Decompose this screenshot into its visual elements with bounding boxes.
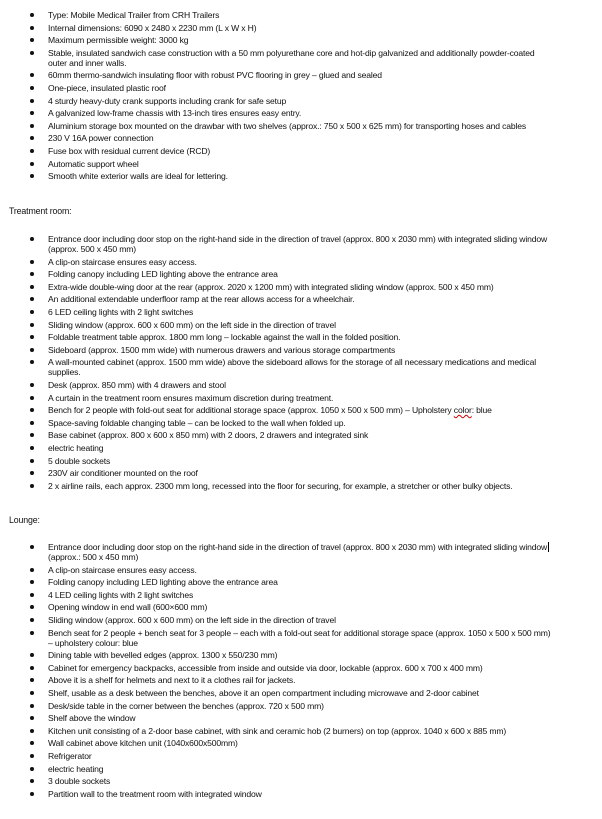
list-item-text: Maximum permissible weight: 3000 kg xyxy=(48,35,189,46)
list-item-text: Folding canopy including LED lighting above the entrance area xyxy=(48,577,278,588)
list-item-text: Internal dimensions: 6090 x 2480 x 2230 mm (L x W x H) xyxy=(48,22,257,33)
list-item-text: An additional extendable underfloor ramp at the rear allows access for a wheelchair. xyxy=(48,294,355,305)
list-item[interactable] xyxy=(0,590,602,600)
list-item-text: Automatic support wheel xyxy=(48,158,139,169)
list-item[interactable] xyxy=(0,357,602,377)
list-item-text: Shelf, usable as a desk between the benches, above it an open compartment including microwave and 2-door cabinet xyxy=(48,687,479,698)
list-item[interactable] xyxy=(0,269,602,279)
list-item-text: 2 x airline rails, each approx. 2300 mm long, recessed into the floor for securing, for example, a stretcher or other bulky objects. xyxy=(48,480,513,491)
bullet-icon xyxy=(30,471,34,475)
list-item[interactable] xyxy=(0,146,602,156)
lounge-heading: Lounge: xyxy=(9,515,40,525)
bullet-icon xyxy=(30,99,34,103)
bullet-icon xyxy=(30,653,34,657)
list-item-text: A galvanized low-frame chassis with 13-inch tires ensures easy entry. xyxy=(48,108,302,119)
list-item-text: electric heating xyxy=(48,442,104,453)
list-item[interactable] xyxy=(0,675,602,685)
bullet-icon xyxy=(30,446,34,450)
bullet-icon xyxy=(30,631,34,635)
bullet-icon xyxy=(30,421,34,425)
list-item[interactable] xyxy=(0,565,602,575)
list-item-text: Sideboard (approx. 1500 mm wide) with numerous drawers and various storage compartments xyxy=(48,344,396,355)
list-item-text: Opening window in end wall (600×600 mm) xyxy=(48,602,208,613)
list-item-text: Bench seat for 2 people + bench seat for 3 people – each with a fold-out seat for additional storage space (approx. 1050 x 500 x 500 mm) – upholstery colour: blue xyxy=(48,627,551,648)
list-item[interactable] xyxy=(0,10,602,20)
list-item-text: Space-saving foldable changing table – can be locked to the wall when folded up. xyxy=(48,417,346,428)
list-item[interactable] xyxy=(0,70,602,80)
bullet-icon xyxy=(30,383,34,387)
list-item[interactable] xyxy=(0,35,602,45)
list-item-text: A curtain in the treatment room ensures maximum discretion during treatment. xyxy=(48,392,334,403)
list-item-text: Bench for 2 people with fold-out seat for additional storage space (approx. 1050 x 500 x 500 mm) – Upholstery xyxy=(48,405,454,416)
bullet-icon xyxy=(30,174,34,178)
list-item[interactable] xyxy=(0,701,602,711)
text-cursor xyxy=(548,542,549,552)
list-item[interactable] xyxy=(0,23,602,33)
list-item[interactable] xyxy=(0,713,602,723)
bullet-icon xyxy=(30,754,34,758)
list-item-text: Foldable treatment table approx. 1800 mm long – lockable against the wall in the folded position. xyxy=(48,332,401,343)
lounge-list xyxy=(0,542,602,799)
bullet-icon xyxy=(30,111,34,115)
bullet-icon xyxy=(30,729,34,733)
list-item[interactable] xyxy=(0,468,602,478)
bullet-icon xyxy=(30,545,34,549)
bullet-icon xyxy=(30,38,34,42)
list-item-text: 230 V 16A power connection xyxy=(48,133,154,144)
list-item[interactable] xyxy=(0,159,602,169)
list-item-text: 3 double sockets xyxy=(48,776,111,787)
bullet-icon xyxy=(30,73,34,77)
bullet-icon xyxy=(30,272,34,276)
list-item[interactable] xyxy=(0,764,602,774)
bullet-icon xyxy=(30,716,34,720)
bullet-icon xyxy=(30,593,34,597)
list-item[interactable] xyxy=(0,738,602,748)
bullet-icon xyxy=(30,149,34,153)
list-item[interactable] xyxy=(0,234,602,254)
bullet-icon xyxy=(30,136,34,140)
treatment-room-section xyxy=(0,234,602,493)
list-item[interactable] xyxy=(0,307,602,317)
list-item[interactable] xyxy=(0,789,602,799)
general-specs-list xyxy=(0,10,602,181)
bullet-icon xyxy=(30,260,34,264)
bullet-icon xyxy=(30,335,34,339)
list-item[interactable] xyxy=(0,602,602,612)
list-item-text: A clip-on staircase ensures easy access. xyxy=(48,256,197,267)
list-item[interactable] xyxy=(0,48,602,68)
list-item[interactable] xyxy=(0,282,602,292)
list-item-text: : blue xyxy=(471,405,492,416)
list-item-text: 6 LED ceiling lights with 2 light switches xyxy=(48,306,194,317)
list-item-text: 4 sturdy heavy-duty crank supports including crank for safe setup xyxy=(48,95,287,106)
list-item-text: One-piece, insulated plastic roof xyxy=(48,82,166,93)
list-item[interactable] xyxy=(0,456,602,466)
list-item-text: Entrance door including door stop on the right-hand side in the direction of travel (approx. 800 x 2030 mm) with integrated sliding window xyxy=(48,542,548,552)
bullet-icon xyxy=(30,310,34,314)
list-item-text: 230V air conditioner mounted on the roof xyxy=(48,468,198,479)
bullet-icon xyxy=(30,360,34,364)
bullet-icon xyxy=(30,741,34,745)
list-item[interactable] xyxy=(0,96,602,106)
list-item[interactable] xyxy=(0,108,602,118)
bullet-icon xyxy=(30,433,34,437)
list-item-text: Fuse box with residual current device (RCD) xyxy=(48,145,211,156)
list-item-text: Aluminium storage box mounted on the drawbar with two shelves (approx.: 750 x 500 x 625 mm) for transporting hoses and cables xyxy=(48,120,527,131)
list-item[interactable] xyxy=(0,663,602,673)
list-item[interactable] xyxy=(0,345,602,355)
list-item[interactable] xyxy=(0,542,602,562)
bullet-icon xyxy=(30,26,34,30)
list-item[interactable] xyxy=(0,430,602,440)
list-item-text: Above it is a shelf for helmets and next to it a clothes rail for jackets. xyxy=(48,675,296,686)
list-item-text: Desk (approx. 850 mm) with 4 drawers and stool xyxy=(48,379,226,390)
list-item-text: (approx.: 500 x 450 mm) xyxy=(48,552,139,562)
list-item[interactable] xyxy=(0,443,602,453)
bullet-icon xyxy=(30,408,34,412)
list-item-text: Folding canopy including LED lighting above the entrance area xyxy=(48,269,278,280)
bullet-icon xyxy=(30,51,34,55)
list-item-text: Entrance door including door stop on the right-hand side in the direction of travel (approx. 800 x 2030 mm) with integrated sliding window (approx. 500 x 450 mm) xyxy=(48,234,548,254)
bullet-icon xyxy=(30,297,34,301)
list-item[interactable] xyxy=(0,577,602,587)
list-item[interactable] xyxy=(0,320,602,330)
list-item-text: Stable, insulated sandwich case construction with a 50 mm polyurethane core and hot-dip galvanized and additionally powder-coated outer and inner walls. xyxy=(48,47,535,68)
bullet-icon xyxy=(30,691,34,695)
list-item-text: 4 LED ceiling lights with 2 light switches xyxy=(48,589,194,600)
list-item-text: Partition wall to the treatment room with integrated window xyxy=(48,788,262,799)
bullet-icon xyxy=(30,285,34,289)
list-item[interactable] xyxy=(0,615,602,625)
bullet-icon xyxy=(30,779,34,783)
list-item-text: 5 double sockets xyxy=(48,455,111,466)
bullet-icon xyxy=(30,618,34,622)
bullet-icon xyxy=(30,162,34,166)
list-item[interactable] xyxy=(0,393,602,403)
list-item-text: Base cabinet (approx. 800 x 600 x 850 mm) with 2 doors, 2 drawers and integrated sink xyxy=(48,430,369,441)
list-item-text: electric heating xyxy=(48,763,104,774)
list-item-text: A wall-mounted cabinet (approx. 1500 mm wide) above the sideboard allows for the storage of all necessary medications and medical supplies. xyxy=(48,357,536,378)
bullet-icon xyxy=(30,348,34,352)
list-item[interactable] xyxy=(0,133,602,143)
bullet-icon xyxy=(30,86,34,90)
list-item[interactable] xyxy=(0,628,602,648)
treatment-room-list xyxy=(0,234,602,491)
list-item-text: Cabinet for emergency backpacks, accessible from inside and outside via door, lockable (approx. 600 x 700 x 400 mm) xyxy=(48,662,483,673)
list-item-text: Extra-wide double-wing door at the rear (approx. 2020 x 1200 mm) with integrated sliding window (approx. 500 x 450 mm) xyxy=(48,281,494,292)
bullet-icon xyxy=(30,792,34,796)
bullet-icon xyxy=(30,237,34,241)
list-item[interactable] xyxy=(0,688,602,698)
list-item-text: Dining table with bevelled edges (approx. 1300 x 550/230 mm) xyxy=(48,650,278,661)
list-item-text: Desk/side table in the corner between the benches (approx. 720 x 500 mm) xyxy=(48,700,324,711)
list-item[interactable] xyxy=(0,751,602,761)
list-item[interactable] xyxy=(0,83,602,93)
list-item[interactable] xyxy=(0,171,602,181)
list-item-text: Kitchen unit consisting of a 2-door base cabinet, with sink and ceramic hob (2 burners) on top (approx. 1040 x 600 x 885 mm) xyxy=(48,725,507,736)
bullet-icon xyxy=(30,484,34,488)
list-item[interactable] xyxy=(0,121,602,131)
bullet-icon xyxy=(30,704,34,708)
list-item-text: Wall cabinet above kitchen unit (1040x600x500mm) xyxy=(48,738,238,749)
list-item[interactable] xyxy=(0,380,602,390)
list-item[interactable] xyxy=(0,332,602,342)
list-item[interactable] xyxy=(0,481,602,491)
spellcheck-misspelled-word[interactable]: color xyxy=(453,405,472,416)
bullet-icon xyxy=(30,568,34,572)
list-item-text: Refrigerator xyxy=(48,750,92,761)
list-item[interactable] xyxy=(0,257,602,267)
list-item-text: Shelf above the window xyxy=(48,713,136,724)
list-item[interactable] xyxy=(0,405,602,415)
bullet-icon xyxy=(30,605,34,609)
treatment-room-heading: Treatment room: xyxy=(9,206,72,216)
list-item-text: Sliding window (approx. 600 x 600 mm) on the left side in the direction of travel xyxy=(48,319,336,330)
list-item[interactable] xyxy=(0,650,602,660)
list-item[interactable] xyxy=(0,726,602,736)
lounge-section xyxy=(0,542,602,801)
bullet-icon xyxy=(30,767,34,771)
list-item-text: Type: Mobile Medical Trailer from CRH Trailers xyxy=(48,10,220,20)
bullet-icon xyxy=(30,459,34,463)
bullet-icon xyxy=(30,666,34,670)
list-item[interactable] xyxy=(0,776,602,786)
list-item-text: 60mm thermo-sandwich insulating floor with robust PVC flooring in grey – glued and sealed xyxy=(48,70,382,81)
list-item-text: Smooth white exterior walls are ideal for lettering. xyxy=(48,171,228,182)
list-item[interactable] xyxy=(0,418,602,428)
bullet-icon xyxy=(30,678,34,682)
general-specs-section xyxy=(0,10,602,184)
bullet-icon xyxy=(30,124,34,128)
list-item-text: A clip-on staircase ensures easy access. xyxy=(48,564,197,575)
list-item[interactable] xyxy=(0,294,602,304)
bullet-icon xyxy=(30,580,34,584)
bullet-icon xyxy=(30,13,34,17)
list-item-text: Sliding window (approx. 600 x 600 mm) on the left side in the direction of travel xyxy=(48,614,336,625)
bullet-icon xyxy=(30,396,34,400)
bullet-icon xyxy=(30,323,34,327)
